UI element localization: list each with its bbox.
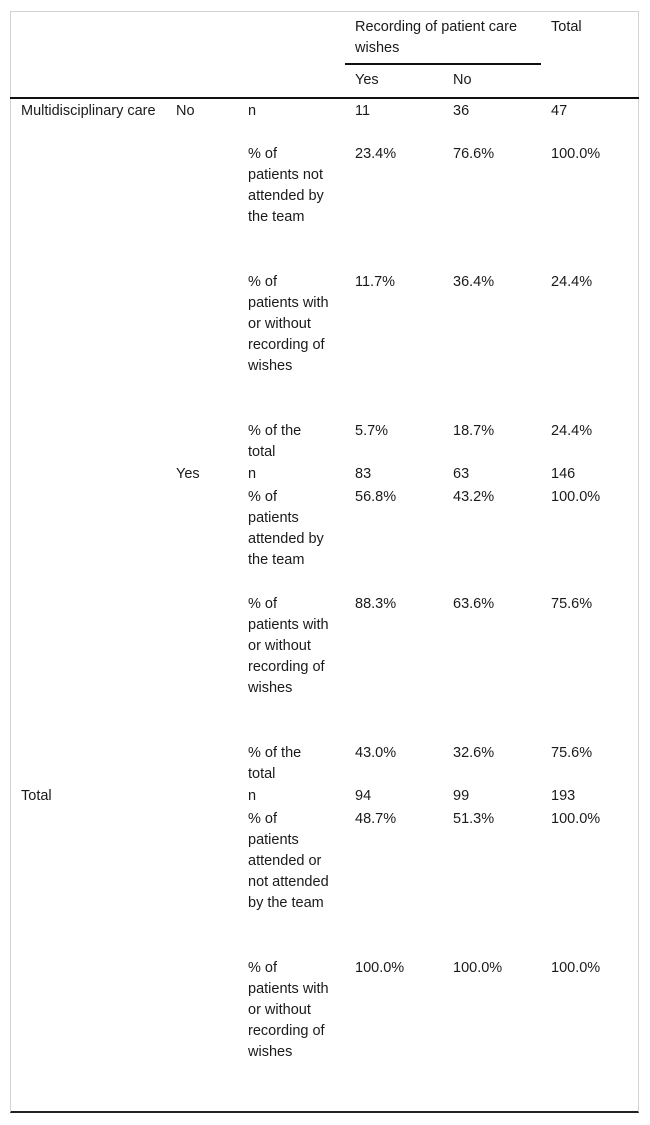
header-group-underline: [345, 63, 541, 65]
cell-yes: 5.7%: [355, 423, 389, 439]
cell-no: 100.0%: [453, 960, 503, 976]
header-col-yes: Yes: [355, 72, 379, 88]
cell-yes: 88.3%: [355, 596, 397, 612]
header-total-label: Total: [551, 19, 582, 35]
cell-no: 51.3%: [453, 811, 495, 827]
cell-stat: % of patients with or without recording of wishes: [248, 274, 329, 374]
cell-no: 43.2%: [453, 489, 495, 505]
cell-stat: % of the total: [248, 745, 302, 782]
cell-yes: 23.4%: [355, 146, 397, 162]
cell-yes: 56.8%: [355, 489, 397, 505]
cell-total: 100.0%: [551, 960, 601, 976]
cell-no: 36: [453, 103, 470, 119]
cell-stat: % of patients attended or not attended by the team: [248, 811, 329, 911]
cell-group: Total: [21, 788, 52, 804]
cell-total: 75.6%: [551, 596, 593, 612]
cell-total: 146: [551, 466, 576, 482]
cell-yes: 48.7%: [355, 811, 397, 827]
cell-stat: % of patients with or without recording of wishes: [248, 960, 329, 1060]
cell-total: 100.0%: [551, 489, 601, 505]
cell-no: 36.4%: [453, 274, 495, 290]
cell-yes: 43.0%: [355, 745, 397, 761]
cell-yes: 83: [355, 466, 372, 482]
cell-yes: 100.0%: [355, 960, 405, 976]
cell-sub: Yes: [176, 466, 200, 482]
cell-total: 100.0%: [551, 811, 601, 827]
cell-yes: 11.7%: [355, 274, 396, 290]
cell-no: 32.6%: [453, 745, 495, 761]
cell-total: 47: [551, 103, 568, 119]
cell-group: Multidisciplinary care: [21, 103, 156, 119]
cell-no: 63: [453, 466, 470, 482]
cell-stat: % of patients with or without recording of wishes: [248, 596, 329, 696]
cell-no: 18.7%: [453, 423, 495, 439]
cell-yes: 11: [355, 103, 371, 119]
cell-total: 24.4%: [551, 274, 593, 290]
cell-stat: % of the total: [248, 423, 302, 460]
header-bottom-rule: [10, 97, 639, 99]
cell-stat: n: [248, 466, 257, 482]
cell-stat: n: [248, 103, 257, 119]
cell-yes: 94: [355, 788, 372, 804]
cell-no: 76.6%: [453, 146, 495, 162]
header-col-no: No: [453, 72, 472, 88]
header-group-label: Recording of patient care wishes: [355, 19, 518, 56]
cell-no: 63.6%: [453, 596, 495, 612]
cell-stat: % of patients not attended by the team: [248, 146, 324, 225]
cell-total: 100.0%: [551, 146, 601, 162]
cell-no: 99: [453, 788, 470, 804]
cell-stat: % of patients attended by the team: [248, 489, 324, 568]
cell-stat: n: [248, 788, 257, 804]
cell-sub: No: [176, 103, 195, 119]
cell-total: 193: [551, 788, 576, 804]
cell-total: 24.4%: [551, 423, 593, 439]
cell-total: 75.6%: [551, 745, 593, 761]
